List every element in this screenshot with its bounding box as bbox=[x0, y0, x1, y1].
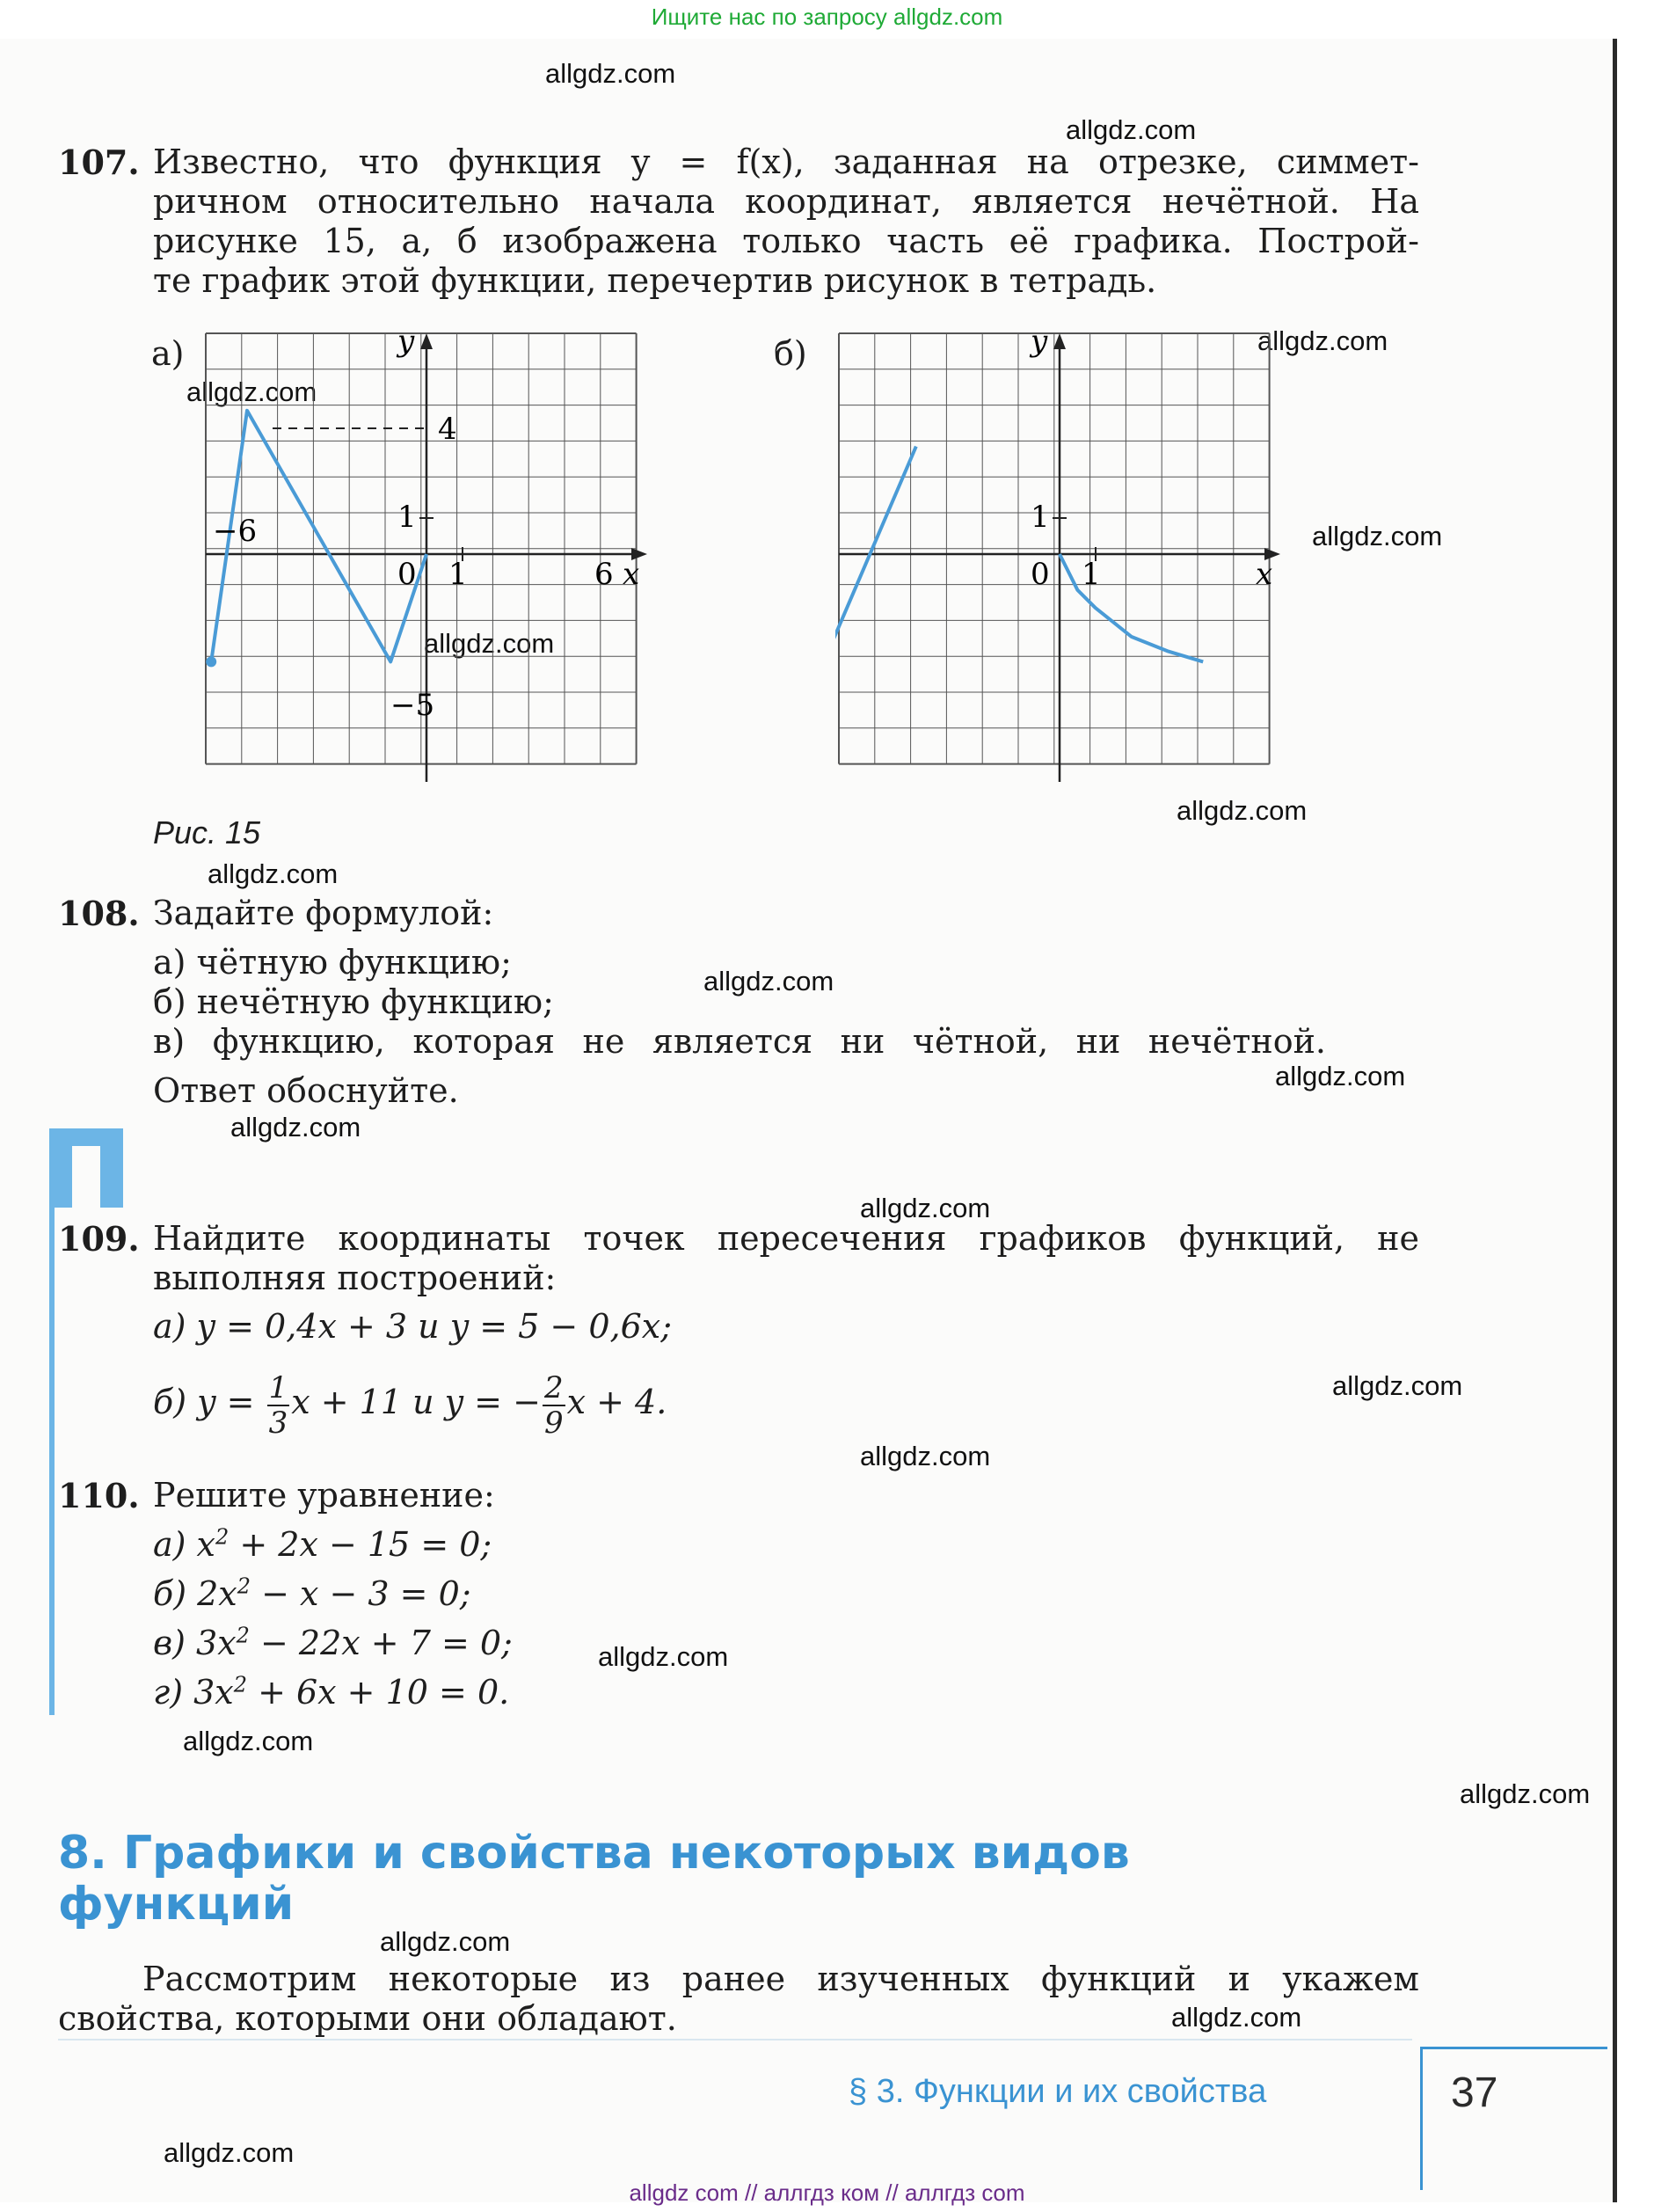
graph-a-y-label: y bbox=[397, 330, 415, 359]
series-line bbox=[835, 447, 916, 698]
side-marker-bar bbox=[49, 1187, 55, 1715]
problem-107-line-3: рисунке 15, а, б изображена только часть её графика. Построй- bbox=[153, 222, 1419, 260]
watermark: allgdz.com bbox=[424, 628, 555, 659]
problem-109-item-b bbox=[153, 1363, 667, 1441]
side-marker-inner bbox=[72, 1146, 100, 1208]
eq-d-sup: 2 bbox=[233, 1672, 247, 1697]
watermark: allgdz.com bbox=[1066, 114, 1197, 145]
eq-b-sup: 2 bbox=[237, 1573, 251, 1599]
problem-107-number: 107. bbox=[58, 142, 140, 182]
eq-b-post: − x − 3 = 0; bbox=[251, 1574, 471, 1613]
section-title-line-2: функций bbox=[58, 1878, 295, 1931]
problem-108-number: 108. bbox=[58, 894, 140, 933]
eq-a-post: + 2x − 15 = 0; bbox=[229, 1525, 492, 1564]
endpoint-dot bbox=[206, 656, 216, 667]
footer-rule bbox=[58, 2039, 1412, 2040]
problem-108-title: Задайте формулой: bbox=[153, 894, 494, 932]
fraction-numerator: 1 bbox=[268, 1369, 288, 1405]
graph-a-label-y1: 1 bbox=[397, 500, 417, 535]
eq-c-sup: 2 bbox=[236, 1623, 250, 1648]
graph-a-label-0: 0 bbox=[397, 557, 417, 592]
problem-108-item-c: в) функцию, которая не является ни чётной, ни нечётной. bbox=[153, 1022, 1326, 1061]
watermark: allgdz.com bbox=[164, 2137, 295, 2168]
graph-b-x-label: x bbox=[1256, 557, 1273, 592]
problem-110-item-b bbox=[153, 1574, 471, 1614]
fraction-one-third bbox=[267, 1371, 290, 1440]
watermark: allgdz.com bbox=[703, 966, 834, 996]
page-edge bbox=[1613, 39, 1617, 2202]
problem-109-line-2: выполняя построений: bbox=[153, 1259, 557, 1297]
problem-109-b-post: x + 4. bbox=[566, 1383, 667, 1421]
graph-a bbox=[202, 330, 659, 787]
graph-a-label-minus-5: −5 bbox=[390, 688, 435, 723]
eq-d-post: + 6x + 10 = 0. bbox=[247, 1673, 510, 1712]
top-banner: Ищите нас по запросу allgdz.com bbox=[651, 4, 1003, 30]
watermark: allgdz.com bbox=[860, 1441, 991, 1471]
section-intro-line-1: Рассмотрим некоторые из ранее изученных функций и укажем bbox=[142, 1960, 1419, 1998]
eq-a-sup: 2 bbox=[215, 1524, 230, 1550]
graph-b-label-x1: 1 bbox=[1082, 557, 1101, 592]
graph-a-label-4: 4 bbox=[438, 412, 457, 447]
graph-b-label-0: 0 bbox=[1031, 557, 1050, 592]
graph-b-grid bbox=[839, 333, 1273, 764]
graph-b-series bbox=[835, 447, 1203, 704]
eq-c-post: − 22x + 7 = 0; bbox=[249, 1624, 513, 1662]
y-axis-arrow bbox=[420, 333, 433, 349]
problem-107-line-2: ричном относительно начала координат, является нечётной. На bbox=[153, 182, 1419, 221]
problem-110-number: 110. bbox=[58, 1476, 140, 1515]
eq-b-pre: б) 2x bbox=[153, 1574, 237, 1613]
y-axis-arrow bbox=[1053, 333, 1066, 349]
watermark: allgdz.com bbox=[183, 1726, 314, 1756]
figure-caption: Рис. 15 bbox=[153, 814, 261, 850]
problem-108-answer: Ответ обоснуйте. bbox=[153, 1071, 459, 1110]
problem-109-item-a: а) y = 0,4x + 3 и y = 5 − 0,6x; bbox=[153, 1307, 673, 1346]
watermark: allgdz.com bbox=[186, 376, 317, 407]
problem-109-b-pre: б) y = bbox=[153, 1383, 266, 1421]
fraction-denominator: 9 bbox=[543, 1405, 564, 1441]
footer-section-title: § 3. Функции и их свойства bbox=[849, 2073, 1267, 2110]
problem-107-line-1: Известно, что функция y = f(x), заданная на отрезке, симмет- bbox=[153, 142, 1419, 181]
fraction-numerator: 2 bbox=[543, 1369, 564, 1405]
graph-a-label-x1: 1 bbox=[448, 557, 468, 592]
watermark: allgdz.com bbox=[1460, 1778, 1591, 1809]
watermark: allgdz.com bbox=[598, 1641, 729, 1672]
graph-b-y-label: y bbox=[1031, 330, 1048, 359]
graph-a-label-6: 6 bbox=[594, 557, 614, 592]
problem-110-item-d bbox=[153, 1673, 509, 1712]
page-number-box bbox=[1420, 2047, 1607, 2190]
watermark: allgdz.com bbox=[1177, 795, 1308, 826]
graph-b-label: б) bbox=[774, 334, 807, 373]
side-marker-block bbox=[49, 1128, 123, 1208]
watermark: allgdz.com bbox=[1171, 2002, 1302, 2033]
graph-b bbox=[835, 330, 1293, 787]
watermark: allgdz.com bbox=[380, 1926, 511, 1957]
section-title-line-1: 8. Графики и свойства некоторых видов bbox=[58, 1827, 1130, 1880]
eq-d-pre: г) 3x bbox=[153, 1673, 234, 1712]
bottom-banner: allgdz com // аллгдз ком // аллгдз com bbox=[629, 2179, 1025, 2206]
graph-b-label-y1: 1 bbox=[1031, 500, 1050, 535]
problem-109-line-1: Найдите координаты точек пересечения графиков функций, не bbox=[153, 1219, 1419, 1258]
problem-108-item-b: б) нечётную функцию; bbox=[153, 982, 554, 1021]
watermark: allgdz.com bbox=[1275, 1061, 1406, 1091]
page-number: 37 bbox=[1451, 2070, 1498, 2116]
problem-109-number: 109. bbox=[58, 1219, 140, 1259]
graph-a-label-minus-6: −6 bbox=[213, 514, 258, 549]
watermark: allgdz.com bbox=[545, 58, 676, 89]
problem-107-line-4: те график этой функции, перечертив рисунок в тетрадь. bbox=[153, 261, 1157, 300]
graph-a-label: а) bbox=[151, 334, 185, 373]
watermark: allgdz.com bbox=[860, 1193, 991, 1223]
fraction-two-ninths bbox=[543, 1371, 565, 1440]
problem-110-item-a bbox=[153, 1525, 492, 1565]
eq-a-pre: а) x bbox=[153, 1525, 215, 1564]
section-title bbox=[58, 1828, 1130, 1930]
graph-a-x-label: x bbox=[623, 557, 640, 592]
fraction-denominator: 3 bbox=[268, 1405, 288, 1441]
watermark: allgdz.com bbox=[1312, 521, 1443, 551]
watermark: allgdz.com bbox=[1257, 325, 1388, 356]
problem-110-item-c bbox=[153, 1624, 513, 1663]
watermark: allgdz.com bbox=[208, 858, 339, 889]
eq-c-pre: в) 3x bbox=[153, 1624, 237, 1662]
problem-109-b-mid: x + 11 и y = − bbox=[291, 1383, 541, 1421]
watermark: allgdz.com bbox=[1332, 1370, 1463, 1401]
problem-108-item-a: а) чётную функцию; bbox=[153, 943, 512, 982]
watermark: allgdz.com bbox=[230, 1112, 361, 1143]
section-intro-line-2: свойства, которыми они обладают. bbox=[58, 1999, 677, 2038]
problem-110-title: Решите уравнение: bbox=[153, 1476, 495, 1515]
